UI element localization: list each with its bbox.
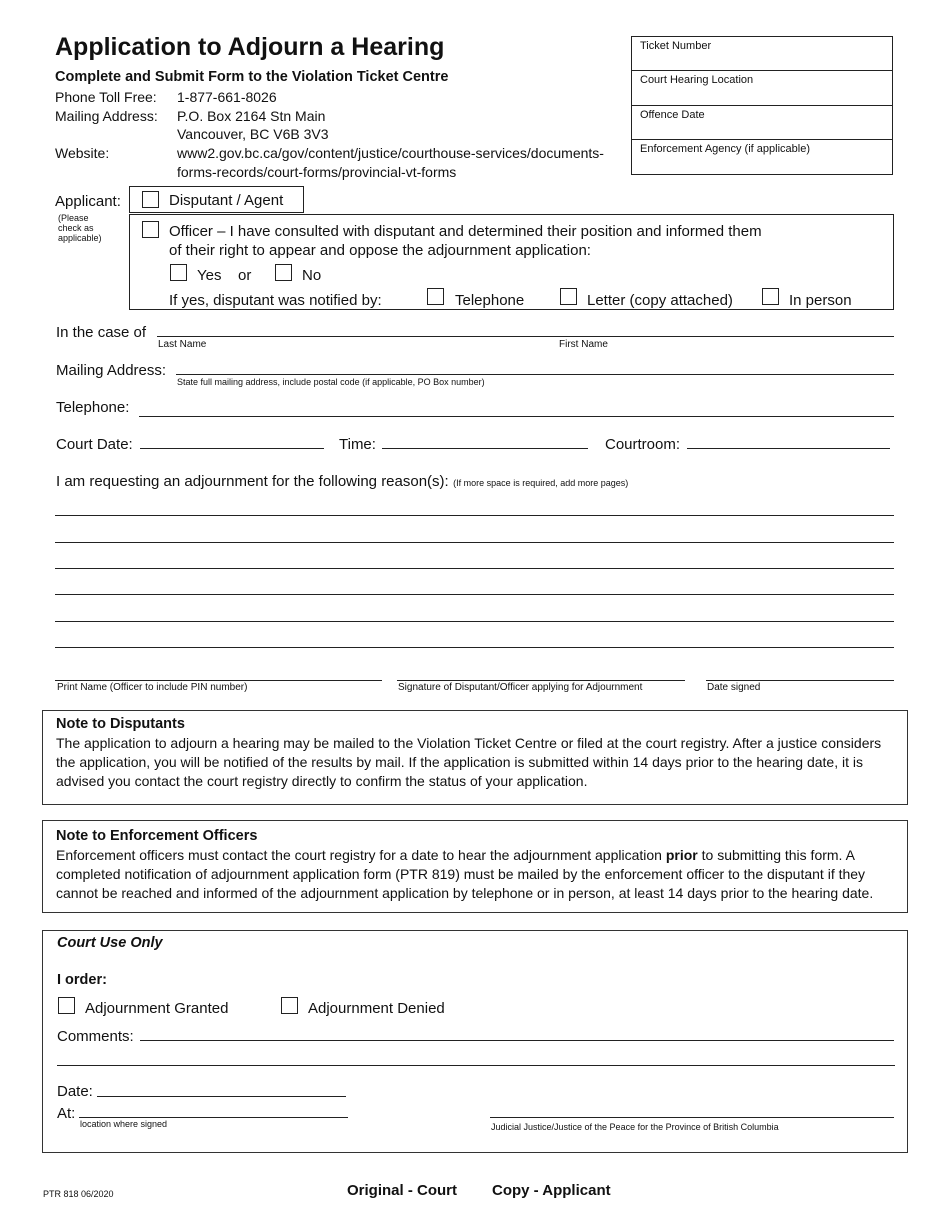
mailing-hint: State full mailing address, include postal code (if applicable, PO Box number) <box>177 377 485 387</box>
ticket-number-field[interactable] <box>631 36 893 71</box>
website-label: Website: <box>55 145 110 161</box>
time-label: Time: <box>339 436 376 453</box>
court-location-field[interactable] <box>631 71 893 106</box>
reason-line-4[interactable] <box>55 594 894 595</box>
judicial-label: Judicial Justice/Justice of the Peace for the Province of British Columbia <box>491 1122 779 1132</box>
copy-applicant-label: Copy - Applicant <box>492 1182 611 1199</box>
website-line1: www2.gov.bc.ca/gov/content/justice/courthouse-services/documents- <box>177 145 604 161</box>
comments-label: Comments: <box>57 1028 134 1045</box>
print-name-line[interactable] <box>55 680 382 681</box>
adjournment-granted-checkbox[interactable] <box>58 997 75 1014</box>
form-id: PTR 818 06/2020 <box>43 1189 114 1199</box>
in-person-option-label: In person <box>789 292 852 309</box>
reason-line-6[interactable] <box>55 647 894 648</box>
officer-line2: of their right to appear and oppose the adjournment application: <box>169 242 591 259</box>
officer-checkbox[interactable] <box>142 221 159 238</box>
i-order-label: I order: <box>57 972 107 988</box>
note-disputants-text: The application to adjourn a hearing may be mailed to the Violation Ticket Centre or filed at the court registry. After a justice considers the application, you will be notified of the results by mail. If the application is submitted within 14 days prior to the hearing date, it is advised you contact the court registry directly to confirm the status of your application. <box>56 735 882 789</box>
reason-line-1[interactable] <box>55 515 894 516</box>
officer-line1: Officer – I have consulted with disputant and determined their position and informed them <box>169 223 762 240</box>
adjournment-denied-label: Adjournment Denied <box>308 1000 445 1017</box>
location-line[interactable] <box>79 1117 348 1118</box>
court-date-signed-label: Date: <box>57 1083 93 1100</box>
note-officers-box <box>42 820 908 913</box>
reason-label: I am requesting an adjournment for the following reason(s): <box>56 473 449 490</box>
court-location-label: Court Hearing Location <box>640 74 754 86</box>
no-checkbox[interactable] <box>275 264 292 281</box>
reason-heading <box>56 473 628 491</box>
form-subtitle: Complete and Submit Form to the Violation Ticket Centre <box>55 69 449 85</box>
comments-line-2[interactable] <box>57 1065 895 1066</box>
in-person-checkbox[interactable] <box>762 288 779 305</box>
no-label: No <box>302 267 322 284</box>
offence-date-label: Offence Date <box>640 109 705 121</box>
note-officers-heading: Note to Enforcement Officers <box>56 828 258 844</box>
telephone-line[interactable] <box>139 416 894 417</box>
at-label: At: <box>57 1105 76 1122</box>
original-court-label: Original - Court <box>347 1182 457 1199</box>
enforcement-agency-label: Enforcement Agency (if applicable) <box>640 143 810 155</box>
applicant-note-line3: applicable) <box>58 233 102 243</box>
signature-line[interactable] <box>397 680 685 681</box>
note-disputants-box <box>42 710 908 805</box>
location-hint: location where signed <box>80 1119 168 1129</box>
reason-hint: (If more space is required, add more pages) <box>453 478 629 488</box>
letter-checkbox[interactable] <box>560 288 577 305</box>
telephone-label: Telephone: <box>56 399 130 416</box>
case-label: In the case of <box>56 324 147 341</box>
telephone-option-label: Telephone <box>455 292 525 309</box>
form-title: Application to Adjourn a Hearing <box>55 33 445 61</box>
date-signed-line[interactable] <box>706 680 894 681</box>
first-name-label: First Name <box>559 339 608 350</box>
enforcement-agency-field[interactable] <box>631 140 893 175</box>
note-officers-text-bold: prior <box>665 847 698 863</box>
signature-label: Signature of Disputant/Officer applying for Adjournment <box>398 682 643 693</box>
time-line[interactable] <box>382 448 588 449</box>
note-disputants-heading: Note to Disputants <box>56 716 185 732</box>
yes-label: Yes <box>197 267 222 284</box>
case-name-line[interactable] <box>157 336 894 337</box>
applicant-note-line1: (Please <box>58 213 89 223</box>
mailing-line2: Vancouver, BC V6B 3V3 <box>177 126 329 142</box>
phone-label: Phone Toll Free: <box>55 89 157 105</box>
mailing-line1: P.O. Box 2164 Stn Main <box>177 108 326 124</box>
court-date-label: Court Date: <box>56 436 133 453</box>
adjournment-denied-checkbox[interactable] <box>281 997 298 1014</box>
note-officers-text-after: to submitting this form. A completed notification of adjournment application form (PTR 819) must be mailed by the enforcement officer to the disputant if they cannot be reached and informed of the adjournment application by telephone or in person, at least 14 days prior to the hearing date. <box>56 847 874 901</box>
reason-line-3[interactable] <box>55 568 894 569</box>
date-signed-label: Date signed <box>707 682 761 693</box>
judicial-signature-line[interactable] <box>490 1117 894 1118</box>
court-date-signed-line[interactable] <box>97 1096 346 1097</box>
website-line2: forms-records/court-forms/provincial-vt-forms <box>177 164 457 180</box>
telephone-checkbox[interactable] <box>427 288 444 305</box>
court-date-line[interactable] <box>140 448 324 449</box>
comments-line-1[interactable] <box>140 1040 894 1041</box>
disputant-label: Disputant / Agent <box>169 192 284 209</box>
adjournment-granted-label: Adjournment Granted <box>85 1000 229 1017</box>
applicant-label: Applicant: <box>55 193 121 210</box>
last-name-label: Last Name <box>158 339 207 350</box>
mailing-label: Mailing Address: <box>55 108 158 124</box>
applicant-note-line2: check as <box>58 223 94 233</box>
disputant-checkbox[interactable] <box>142 191 159 208</box>
applicant-mailing-line[interactable] <box>176 374 894 375</box>
phone-value: 1-877-661-8026 <box>177 89 277 105</box>
reason-line-2[interactable] <box>55 542 894 543</box>
note-officers-text-before: Enforcement officers must contact the court registry for a date to hear the adjournment application <box>56 847 666 863</box>
reason-line-5[interactable] <box>55 621 894 622</box>
ticket-number-label: Ticket Number <box>640 40 712 52</box>
note-officers-text <box>56 846 894 903</box>
print-name-label: Print Name (Officer to include PIN number) <box>57 682 248 693</box>
applicant-mailing-label: Mailing Address: <box>56 362 167 379</box>
offence-date-field[interactable] <box>631 106 893 140</box>
or-label: or <box>238 267 252 284</box>
courtroom-label: Courtroom: <box>605 436 681 453</box>
court-use-heading: Court Use Only <box>57 935 163 951</box>
yes-checkbox[interactable] <box>170 264 187 281</box>
court-use-box <box>42 930 908 1153</box>
letter-option-label: Letter (copy attached) <box>587 292 733 309</box>
applicant-note <box>58 213 102 243</box>
courtroom-line[interactable] <box>687 448 890 449</box>
notified-by-label: If yes, disputant was notified by: <box>169 292 382 309</box>
